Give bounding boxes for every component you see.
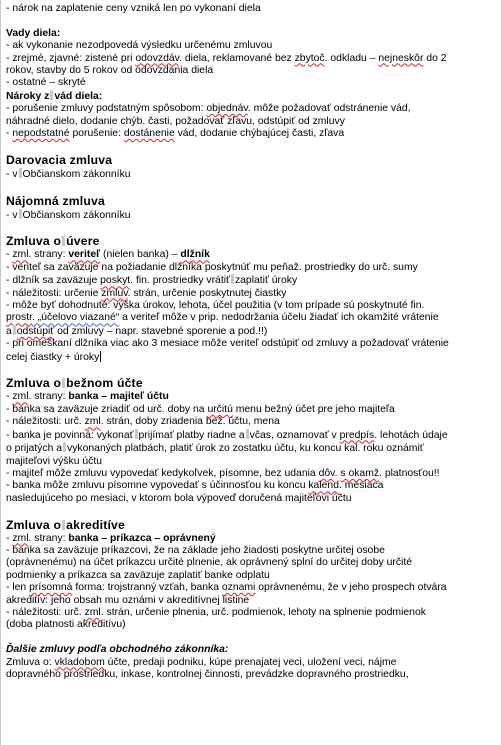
spelling-error-word[interactable]: odstúpiť <box>16 325 55 337</box>
spelling-error-word[interactable]: veriteľ <box>68 249 101 261</box>
text-span: do 2 <box>423 52 447 64</box>
text-line <box>6 429 498 442</box>
text-line: - v Občianskom zákonníku <box>6 209 131 221</box>
text-line: náhradné dielo, dodanie chýb. časti, požadovať zľavu, odstúpiť od zmluvy <box>6 115 345 127</box>
hidden-space-marker <box>62 520 65 530</box>
subheading-vady-diela: Vady diela: <box>6 27 61 39</box>
text-span: - porušenie zmluvy podstatným spôsobom: <box>6 103 207 115</box>
spelling-error-word[interactable]: nepodstatné <box>12 128 70 140</box>
grammar-error-phrase[interactable]: . „účelovo viazané“ <box>32 312 120 324</box>
text-span: od zmluvy – napr. stavebné sporenie a pod.!!) <box>54 325 268 337</box>
hidden-space-marker <box>63 442 66 452</box>
text-span: oprávnenému, že v jeho prospech otvára <box>255 582 447 594</box>
hidden-space-marker <box>231 274 234 284</box>
text-line: - zml. strany: banka – majiteľ účtu <box>6 391 169 403</box>
spelling-error-word[interactable]: zml <box>12 532 29 544</box>
text-span: - dlžník sa zaväzuje <box>6 275 101 287</box>
text-span: . strany: <box>28 249 69 261</box>
text-span: zaplatiť úroky <box>234 275 298 287</box>
spelling-error-word[interactable]: zml <box>12 391 29 403</box>
text-line <box>6 480 498 492</box>
text-span: vád diela: <box>54 90 103 102</box>
spelling-error-word[interactable]: vkladobom <box>54 656 105 668</box>
text-line <box>6 288 498 300</box>
text-span: Zmluva o <box>6 376 62 391</box>
text-line: - zml. strany: banka – príkazca – oprávnený <box>6 532 216 544</box>
text-line <box>6 351 498 364</box>
spelling-error-word[interactable]: zml <box>84 416 101 428</box>
text-span: - majiteľ môže zmluvu vypovedať kedykoľvek, písomne, bez udania <box>6 467 319 479</box>
text-span: - náležitosti: určenie <box>6 287 102 299</box>
text-line <box>6 468 498 480</box>
spelling-error-word[interactable]: zmluv <box>101 287 128 299</box>
text-span: Zmluva o <box>6 234 62 249</box>
hidden-space-marker <box>19 168 22 178</box>
spelling-error-word[interactable]: odovzdáv <box>135 52 180 64</box>
text-line: - v Občianskom zákonníku <box>6 168 131 180</box>
text-line <box>6 274 498 287</box>
text-span: vykonaných platbách, platiť úrok zo zostatku účtu, ku koncu kal. roku oznámiť <box>67 443 424 455</box>
hidden-space-marker <box>135 429 138 439</box>
text-line: - môže byť dohodnuté: výška úrokov, lehota, účel použitia (v tom prípade sú poskytnuté fin. <box>6 300 425 312</box>
spelling-error-word[interactable]: určitú <box>207 403 233 415</box>
text-span: - banka môže zmluvu písomne vypovedať s účinnosťou ku koncu <box>6 480 309 492</box>
text-line <box>6 103 498 115</box>
document-body[interactable] <box>6 3 498 681</box>
text-span: Občianskom zákonníku <box>22 168 131 180</box>
text-span: . <box>334 467 341 479</box>
text-line <box>6 53 498 65</box>
text-span: - zrejmé, zjavné: zistené pri <box>6 52 136 64</box>
text-span: úvere <box>66 234 100 249</box>
text-cursor <box>100 351 101 362</box>
text-span: menu bežný účet pre jeho majiteľa <box>232 403 395 415</box>
text-span: banka – príkazca – oprávnený <box>68 532 216 544</box>
text-span: - banka sa zaväzuje zriadiť od urč. doby na <box>6 403 208 415</box>
text-line <box>6 312 498 324</box>
text-span: Občianskom zákonníku <box>22 209 131 221</box>
hidden-space-marker <box>19 209 22 219</box>
text-line: - ostatné – skryté <box>6 77 86 89</box>
text-line: - banka sa zaväzuje príkazcovi, že na základe jeho žiadosti poskytne určitej osobe <box>6 544 385 556</box>
heading-zmluva-o-akreditive <box>6 518 498 533</box>
text-span: a veriteľ môže v prip. nedodržania účelu žiadať ich okamžité vrátenie <box>119 312 439 324</box>
spelling-error-word[interactable]: prostr <box>6 312 32 324</box>
spelling-error-word[interactable]: poskyt <box>100 275 131 287</box>
text-line <box>6 3 498 15</box>
text-line: - nepodstatné porušenie: dostánenie vád, dodanie chýbajúcej časti, zľava <box>6 128 345 140</box>
text-span: - nárok na zaplatenie ceny vzniká len po vykonaní diela <box>6 3 261 14</box>
text-span: porušenie: <box>69 128 124 140</box>
spelling-error-word[interactable]: zml <box>84 606 101 618</box>
spelling-error-word[interactable]: dlžník <box>180 249 210 261</box>
text-span: . strany: <box>28 532 69 544</box>
hidden-space-marker <box>13 325 16 335</box>
text-span: . fin. prostriedky vrátiť <box>130 275 230 287</box>
spelling-error-word[interactable]: prísomná <box>29 582 73 594</box>
spelling-error-word[interactable]: s okamž <box>340 467 380 479</box>
text-line: dopravného prostriedku, inkase, kontrolnej činnosti, prevádzke dopravného prostriedku, <box>6 668 409 680</box>
text-span: a <box>6 325 12 337</box>
spelling-error-word[interactable]: dôv <box>318 467 335 479</box>
spelling-error-word[interactable]: nejneskôr <box>378 52 424 64</box>
text-span: - banka je povinná: vykonať <box>6 429 134 441</box>
text-span: bežnom účte <box>66 376 143 391</box>
text-span: o prijatých a <box>6 443 63 455</box>
text-line: (oprávnenému) na účet príkazcu určité plnenie, ak oprávnený splní do určitej doby určité <box>6 557 413 569</box>
text-span: . strán, určenie plnenia, urč. podmienok, lehoty na splnenie podmienok <box>100 606 426 618</box>
text-span: . diela, reklamované bez <box>179 52 295 64</box>
text-span: . lehotách údaje <box>374 429 448 441</box>
text-line <box>6 607 498 619</box>
text-span: Nároky z <box>6 90 50 102</box>
text-line: - ak vykonanie nezodpovedá výsledku určenému zmluvou <box>6 40 273 52</box>
text-span: - náležitosti: urč. <box>6 416 85 428</box>
text-line: akreditív: jeho obsah mu oznámi v akreditívnej listine <box>6 594 250 606</box>
spelling-error-word[interactable]: objednáv <box>206 103 248 115</box>
text-line: rokov, stavby do 5 rokov od odovzdania diela <box>6 65 214 77</box>
text-span: . mesiaca <box>338 480 384 492</box>
text-line: nasledujúceho po mesiaci, v ktorom bola výpoveď doručená majiteľovi účtu <box>6 492 352 504</box>
subheading-dalsie-zmluvy: Ďalšie zmluvy podľa obchodného zákonníka: <box>6 644 229 656</box>
text-span: . platnosťou!! <box>379 467 440 479</box>
text-line <box>6 325 498 338</box>
hidden-space-marker <box>246 429 249 439</box>
text-line <box>6 582 498 594</box>
text-span: banka – majiteľ účtu <box>68 391 169 403</box>
text-span: účte, predaji podniku, kúpe prenajatej veci, uložení veci, nájme <box>104 656 397 668</box>
text-line: - pri omeškaní dlžníka viac ako 3 mesiace môže veriteľ odstúpiť od zmluvy a požadovať vrátenie <box>6 338 449 350</box>
hidden-space-marker <box>50 90 53 100</box>
text-span: vád, dodanie chýbajúcej časti, zľava <box>174 128 345 140</box>
heading-najomna-zmluva: Nájomná zmluva <box>6 193 105 208</box>
text-span: . strán, doby zriadenia bež. účtu, mena <box>100 416 280 428</box>
spelling-error-word[interactable]: zml <box>12 249 29 261</box>
text-line <box>6 404 498 416</box>
text-line: - zml. strany: veriteľ (nielen banka) – dlžník <box>6 249 210 261</box>
text-span: (nielen banka) – <box>100 249 181 261</box>
text-line: - veriteľ sa zaväzuje na požiadanie dlžníka poskytnúť mu peňaž. prostriedky do urč. sumy <box>6 261 418 273</box>
text-span: . odkladu – <box>324 52 379 64</box>
text-span: akreditíve <box>66 517 126 532</box>
text-line: (doba platnosti akreditívu) <box>6 619 126 631</box>
heading-darovacia-zmluva: Darovacia zmluva <box>6 152 113 167</box>
text-span: . strán, určenie poskytnutej čiastky <box>127 287 287 299</box>
spelling-error-word[interactable]: dostánenie <box>123 128 175 140</box>
spelling-error-word[interactable]: oznami <box>221 582 256 594</box>
subheading-naroky <box>6 90 498 103</box>
text-line <box>6 416 498 428</box>
text-span: forma: trojstranný vzťah, banka <box>72 582 222 594</box>
text-span: - náležitosti: urč. <box>6 606 85 618</box>
heading-zmluva-o-uvere <box>6 234 498 249</box>
heading-zmluva-o-beznom-ucte <box>6 376 498 391</box>
hidden-space-marker <box>62 236 65 246</box>
text-line <box>6 442 498 455</box>
spelling-error-word[interactable]: zbytoč <box>294 52 325 64</box>
hidden-space-marker <box>62 378 65 388</box>
text-span: včas, oznamovať v <box>249 429 340 441</box>
text-span: Zmluva o: <box>6 656 55 668</box>
text-line: podmienky a príkazca sa zaväzuje zaplatiť banke odplatu <box>6 569 270 581</box>
text-span: . môže požadovať odstránenie vád, <box>247 103 411 115</box>
text-span: Zmluva o <box>6 517 62 532</box>
spelling-error-word[interactable]: kalend <box>308 480 339 492</box>
text-span: prijímať platby riadne a <box>138 429 245 441</box>
text-span: . strany: <box>28 391 69 403</box>
text-span: - len <box>6 582 30 594</box>
spelling-error-word[interactable]: predpís <box>339 429 375 441</box>
text-span: celej čiastky + úroky <box>6 351 100 363</box>
text-line <box>6 657 498 669</box>
text-line: majiteľovi výšku účtu <box>6 455 103 467</box>
